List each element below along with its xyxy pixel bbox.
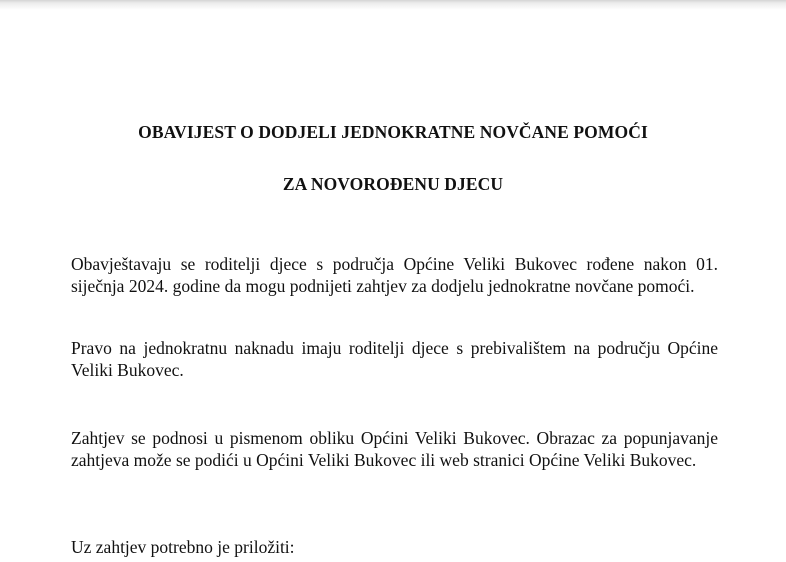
document-title-line-2: ZA NOVOROĐENU DJECU — [282, 174, 504, 194]
paragraph-residence-requirement: Pravo na jednokratnu naknadu imaju roditelji djece s prebivalištem na području Općine Veliki Bukovec. — [71, 338, 718, 380]
paragraph-application-submission: Zahtjev se podnosi u pismenom obliku Općini Veliki Bukovec. Obrazac za popunjavanje zahtjeva može se podići u Općini Veliki Bukovec ili web stranici Općine Veliki Bukovec. — [71, 428, 718, 470]
paragraph-required-attachments: Uz zahtjev potrebno je priložiti: — [71, 537, 295, 557]
document-title-line-1: OBAVIJEST O DODJELI JEDNOKRATNE NOVČANE POMOĆI — [138, 122, 648, 142]
paragraph-eligibility-notice: Obavještavaju se roditelji djece s područja Općine Veliki Bukovec rođene nakon 01. siječnja 2024. godine da mogu podnijeti zahtjev za dodjelu jednokratne novčane pomoći. — [71, 254, 718, 296]
